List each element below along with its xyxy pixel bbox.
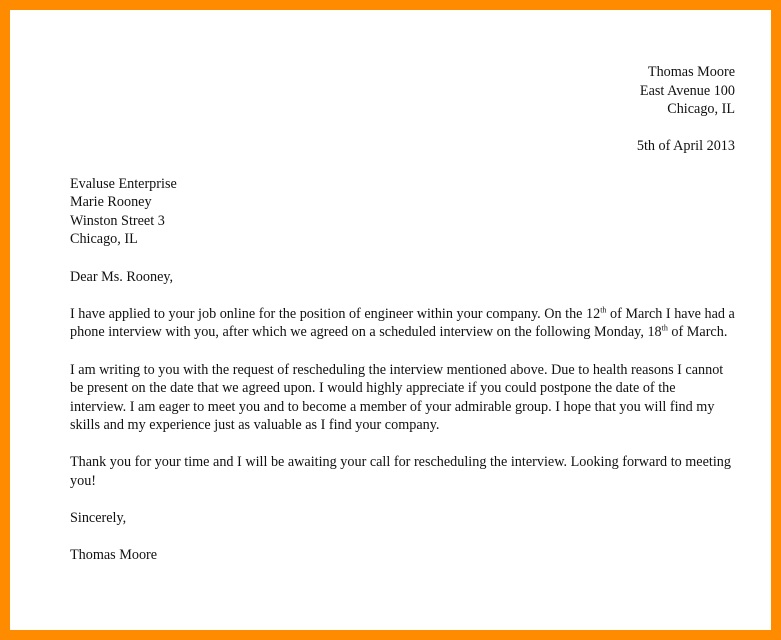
paragraph-application-part-a: I have applied to your job online for the position of engineer within your company. On the 12 <box>70 305 601 322</box>
letter-body <box>70 63 735 565</box>
superscript-th-1: th <box>600 304 607 314</box>
paragraph-application <box>70 305 735 342</box>
paragraph-thanks: Thank you for your time and I will be awaiting your call for rescheduling the interview. Looking forward to meeting you! <box>70 454 731 490</box>
recipient-address <box>70 175 735 249</box>
superscript-th-2: th <box>661 323 668 333</box>
paragraph-application-part-c: of March. <box>667 324 728 341</box>
sender-name: Thomas Moore <box>647 64 735 80</box>
paragraph-application-part-b: of March I have had a phone interview with you, after which we agreed on a scheduled interview on the following Monday, 18 <box>70 305 735 341</box>
paragraph-request: I am writing to you with the request of rescheduling the interview mentioned above. Due to health reasons I cannot be present on the date that we agreed upon. I would highly appreciate if you could postpone the date of the interview. I am eager to meet you and to become a member of your admirable group. I hope that you will find my skills and my experience just as valuable as I find your company. <box>70 361 724 434</box>
sender-street: East Avenue 100 <box>639 82 735 99</box>
recipient-street: Winston Street 3 <box>70 212 165 229</box>
salutation: Dear Ms. Rooney, <box>70 268 174 285</box>
sender-city: Chicago, IL <box>667 101 735 118</box>
recipient-name: Marie Rooney <box>70 194 152 211</box>
closing: Sincerely, <box>70 510 127 527</box>
letter-date: 5th of April 2013 <box>636 138 735 155</box>
recipient-city: Chicago, IL <box>70 231 138 248</box>
sender-address <box>70 63 735 119</box>
signature-name: Thomas Moore <box>70 547 158 564</box>
recipient-company: Evaluse Enterprise <box>70 175 177 192</box>
